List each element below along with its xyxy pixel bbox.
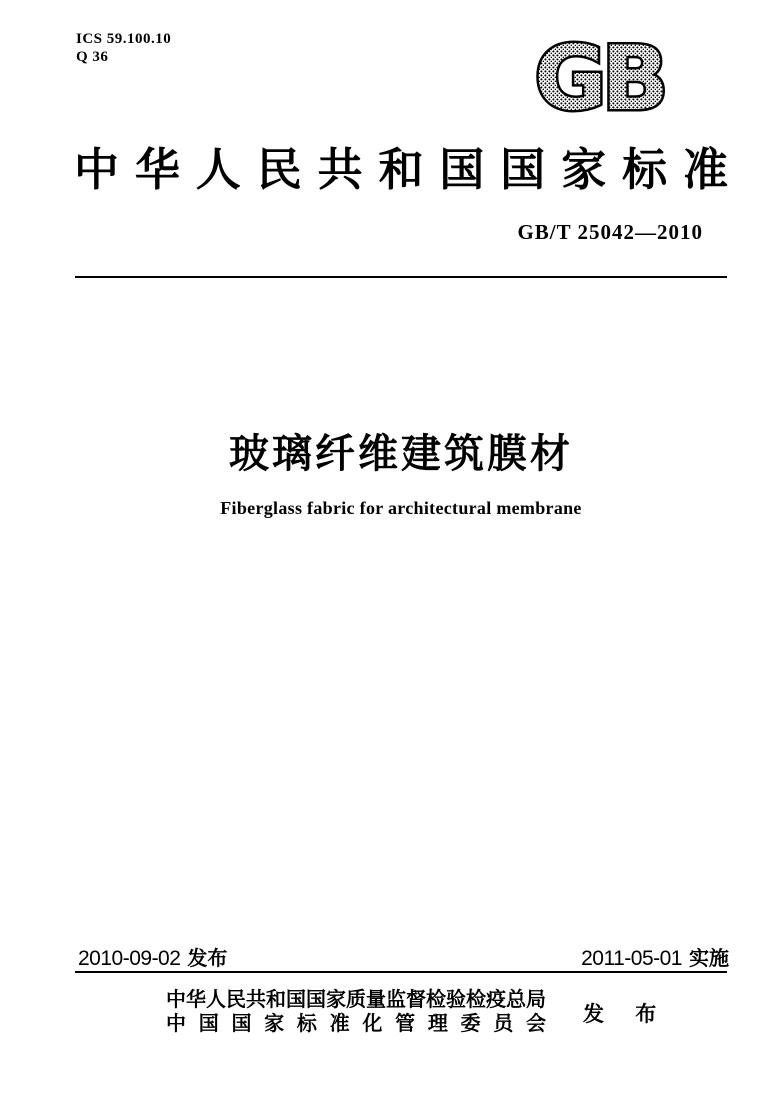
national-standard-title: 中华人民共和国国家标准 — [74, 145, 728, 195]
publish-label: 发 布 — [583, 1002, 670, 1026]
ics-classification-block — [76, 30, 171, 66]
issuer-block — [166, 988, 546, 1036]
gb-logo-text: GB — [534, 38, 664, 120]
header-divider-rule — [75, 276, 727, 278]
gb-logo-icon — [520, 38, 678, 120]
issuer-line-aqsiq: 中华人民共和国国家质量监督检验检疫总局 — [166, 989, 546, 1011]
issue-date: 2010-09-02 — [78, 947, 181, 970]
issue-date-row — [78, 942, 227, 971]
issue-date-label: 发布 — [187, 948, 228, 970]
implement-date: 2011-05-01 — [581, 947, 682, 970]
issuer-line-sac: 中国国家标准化管理委员会 — [166, 1013, 546, 1035]
document-title-english: Fiberglass fabric for architectural membrane — [220, 498, 582, 518]
doc-class-code: Q 36 — [76, 49, 109, 65]
implement-date-row — [581, 942, 729, 971]
document-title-chinese: 玻璃纤维建筑膜材 — [229, 432, 573, 476]
footer-divider-rule — [75, 971, 727, 973]
standard-number: GB/T 25042—2010 — [517, 220, 703, 244]
ics-code: ICS 59.100.10 — [76, 31, 172, 47]
implement-date-label: 实施 — [689, 948, 729, 970]
